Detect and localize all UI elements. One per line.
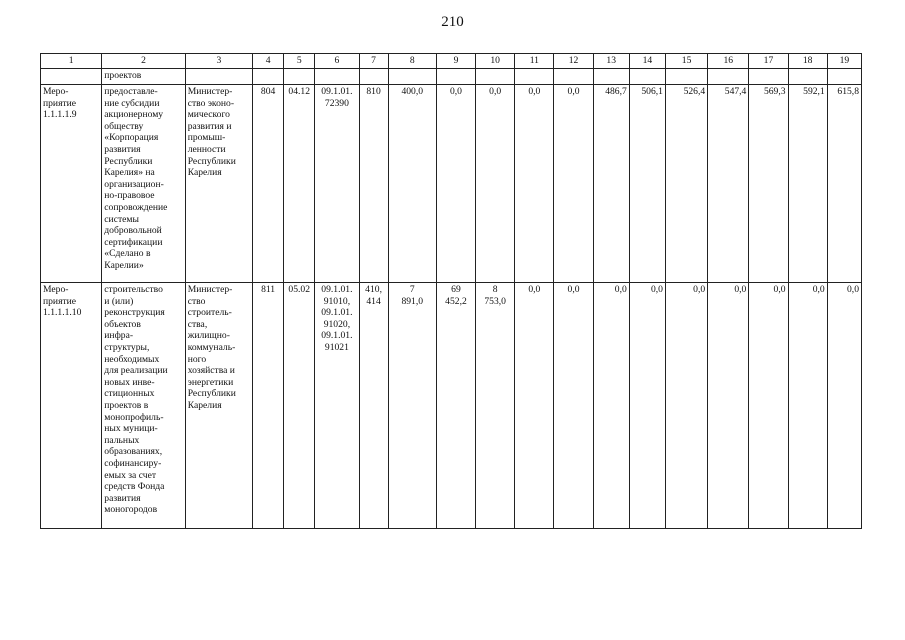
table-cell: 615,8: [827, 85, 861, 283]
table-cell: 506,1: [629, 85, 665, 283]
header-cell: 15: [665, 54, 707, 69]
table-cell: 810: [359, 85, 388, 283]
table-cell: 410, 414: [359, 283, 388, 529]
table-row: [41, 283, 862, 529]
table-cell: 0,0: [708, 283, 749, 529]
table-cell: [515, 69, 554, 85]
table-cell: 547,4: [708, 85, 749, 283]
header-cell: 7: [359, 54, 388, 69]
table-cell: 526,4: [665, 85, 707, 283]
table-cell: [827, 69, 861, 85]
table-cell: 7 891,0: [388, 283, 436, 529]
table-cell: 0,0: [554, 85, 593, 283]
table-cell: 0,0: [515, 283, 554, 529]
table-cell: [665, 69, 707, 85]
table-cell: 0,0: [749, 283, 788, 529]
table-cell: 05.02: [284, 283, 315, 529]
table-cell: 486,7: [593, 85, 629, 283]
executor-cell: Министер- ство строитель- ства, жилищно- коммуналь- ного хозяйства и энергетики Республики Карелия: [185, 283, 252, 529]
header-cell: 14: [629, 54, 665, 69]
table-cell: [185, 69, 252, 85]
table-cell: [593, 69, 629, 85]
table-cell: 09.1.01. 72390: [315, 85, 359, 283]
header-cell: 6: [315, 54, 359, 69]
table-cell: [315, 69, 359, 85]
table-cell: 0,0: [788, 283, 827, 529]
header-cell: 5: [284, 54, 315, 69]
table-cell: [388, 69, 436, 85]
table-cell: [476, 69, 515, 85]
header-cell: 8: [388, 54, 436, 69]
header-cell: 12: [554, 54, 593, 69]
table-row: [41, 85, 862, 283]
table-cell: 69 452,2: [436, 283, 475, 529]
executor-cell: Министер- ство эконо- мического развития и промыш- ленности Республики Карелия: [185, 85, 252, 283]
event-id-cell: Меро- приятие 1.1.1.1.10: [41, 283, 102, 529]
table-cell: [41, 69, 102, 85]
header-cell: 18: [788, 54, 827, 69]
header-cell: 4: [253, 54, 284, 69]
header-cell: 19: [827, 54, 861, 69]
table-cell: 0,0: [593, 283, 629, 529]
header-cell: 13: [593, 54, 629, 69]
header-cell: 1: [41, 54, 102, 69]
header-row: [41, 54, 862, 69]
header-cell: 3: [185, 54, 252, 69]
header-cell: 11: [515, 54, 554, 69]
table-cell: [436, 69, 475, 85]
table-cell: 0,0: [515, 85, 554, 283]
table-cell: [629, 69, 665, 85]
table-cell: [284, 69, 315, 85]
table-cell: [554, 69, 593, 85]
header-cell: 2: [102, 54, 185, 69]
table-cell: 0,0: [554, 283, 593, 529]
header-cell: 9: [436, 54, 475, 69]
table-cell: 0,0: [629, 283, 665, 529]
event-description-cell: строительство и (или) реконструкция объектов инфра- структуры, необходимых для реализации новых инве- стиционных проектов в монопрофиль- ных муници- пальных образованиях, софинансиру- емых за счет средств Фонда развития моногородов: [102, 283, 185, 529]
table-cell: 0,0: [476, 85, 515, 283]
table-cell: [708, 69, 749, 85]
header-cell: 17: [749, 54, 788, 69]
table-cell: 569,3: [749, 85, 788, 283]
table-cell: 811: [253, 283, 284, 529]
table-cell: 04.12: [284, 85, 315, 283]
continuation-row: [41, 69, 862, 85]
table-cell: 400,0: [388, 85, 436, 283]
table-cell: 0,0: [827, 283, 861, 529]
budget-table: [40, 53, 862, 529]
header-cell: 16: [708, 54, 749, 69]
table-cell: [253, 69, 284, 85]
table-cell: [749, 69, 788, 85]
table-cell: [359, 69, 388, 85]
table-cell: 0,0: [665, 283, 707, 529]
event-description-cell: предоставле- ние субсидии акционерному обществу «Корпорация развития Республики Карелия» на организацион- но-правовое сопровождение системы добровольной сертификации «Сделано в Карелии»: [102, 85, 185, 283]
table-cell: 0,0: [436, 85, 475, 283]
event-id-cell: Меро- приятие 1.1.1.1.9: [41, 85, 102, 283]
table-cell: 8 753,0: [476, 283, 515, 529]
table-cell: [788, 69, 827, 85]
header-cell: 10: [476, 54, 515, 69]
table-cell: 09.1.01. 91010, 09.1.01. 91020, 09.1.01. 91021: [315, 283, 359, 529]
page-number: 210: [441, 14, 464, 30]
table-cell: 592,1: [788, 85, 827, 283]
continuation-text: проектов: [102, 69, 185, 85]
table-cell: 804: [253, 85, 284, 283]
